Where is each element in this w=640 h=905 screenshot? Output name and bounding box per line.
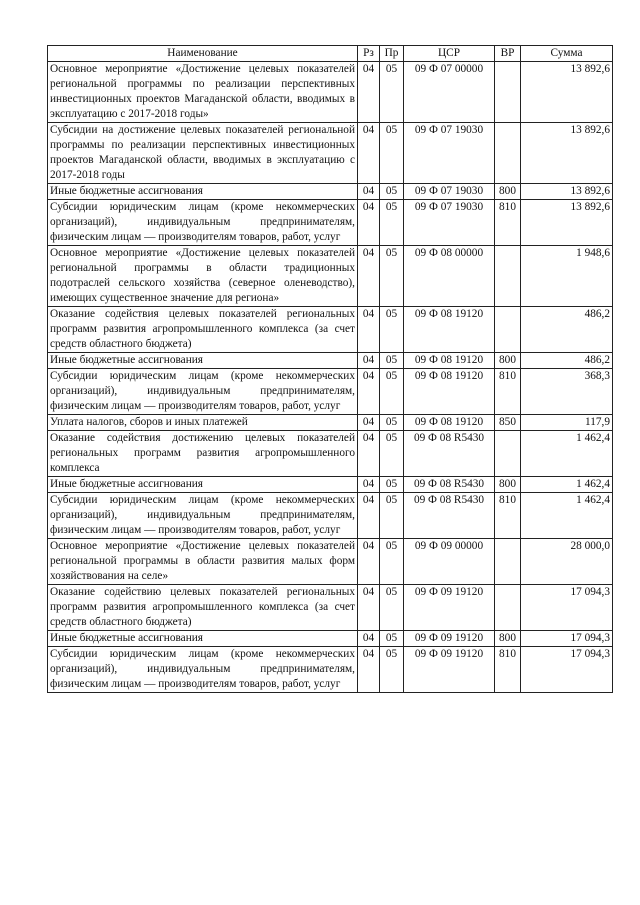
cell-vr (495, 307, 521, 353)
header-name: Наименование (48, 46, 358, 62)
cell-vr: 800 (495, 477, 521, 493)
table-row (48, 62, 613, 123)
table-row (48, 123, 613, 184)
cell-pr: 05 (380, 415, 404, 431)
header-rz: Рз (358, 46, 380, 62)
cell-rz: 04 (358, 62, 380, 123)
cell-sum: 1 948,6 (521, 246, 613, 307)
cell-vr (495, 62, 521, 123)
cell-sum: 13 892,6 (521, 200, 613, 246)
cell-sum: 117,9 (521, 415, 613, 431)
cell-sum: 17 094,3 (521, 631, 613, 647)
cell-rz: 04 (358, 431, 380, 477)
cell-sum: 486,2 (521, 307, 613, 353)
table-row (48, 184, 613, 200)
cell-name: Оказание содействию целевых показателей региональных программ развития агропромышленного комплекса (за счет средств областного бюджета) (48, 585, 358, 631)
header-vr: ВР (495, 46, 521, 62)
cell-vr (495, 246, 521, 307)
table-row (48, 353, 613, 369)
cell-vr (495, 123, 521, 184)
cell-rz: 04 (358, 353, 380, 369)
header-pr: Пр (380, 46, 404, 62)
cell-rz: 04 (358, 539, 380, 585)
cell-csr: 09 Ф 08 R5430 (404, 477, 495, 493)
cell-pr: 05 (380, 493, 404, 539)
cell-rz: 04 (358, 246, 380, 307)
table-row (48, 431, 613, 477)
cell-rz: 04 (358, 200, 380, 246)
cell-csr: 09 Ф 08 19120 (404, 369, 495, 415)
table-row (48, 647, 613, 693)
cell-pr: 05 (380, 539, 404, 585)
cell-csr: 09 Ф 08 19120 (404, 307, 495, 353)
cell-name: Иные бюджетные ассигнования (48, 631, 358, 647)
cell-vr: 800 (495, 631, 521, 647)
cell-vr: 800 (495, 353, 521, 369)
cell-csr: 09 Ф 08 19120 (404, 415, 495, 431)
cell-pr: 05 (380, 246, 404, 307)
cell-vr: 810 (495, 200, 521, 246)
cell-rz: 04 (358, 585, 380, 631)
cell-rz: 04 (358, 631, 380, 647)
cell-csr: 09 Ф 08 00000 (404, 246, 495, 307)
table-row (48, 369, 613, 415)
cell-csr: 09 Ф 08 R5430 (404, 431, 495, 477)
cell-csr: 09 Ф 08 19120 (404, 353, 495, 369)
header-csr: ЦСР (404, 46, 495, 62)
cell-pr: 05 (380, 585, 404, 631)
cell-sum: 13 892,6 (521, 123, 613, 184)
cell-name: Субсидии юридическим лицам (кроме некоммерческих организаций), индивидуальным предпринимателям, физическим лицам — производителям товаров, работ, услуг (48, 493, 358, 539)
cell-sum: 13 892,6 (521, 62, 613, 123)
cell-sum: 28 000,0 (521, 539, 613, 585)
cell-sum: 1 462,4 (521, 493, 613, 539)
cell-vr: 850 (495, 415, 521, 431)
cell-sum: 1 462,4 (521, 431, 613, 477)
cell-sum: 17 094,3 (521, 647, 613, 693)
cell-pr: 05 (380, 353, 404, 369)
cell-name: Оказание содействия достижению целевых показателей региональных программ развития агропромышленного комплекса (48, 431, 358, 477)
cell-vr: 810 (495, 369, 521, 415)
cell-rz: 04 (358, 477, 380, 493)
cell-sum: 368,3 (521, 369, 613, 415)
budget-table (47, 45, 613, 693)
table-row (48, 415, 613, 431)
cell-pr: 05 (380, 200, 404, 246)
cell-name: Субсидии юридическим лицам (кроме некоммерческих организаций), индивидуальным предпринимателям, физическим лицам — производителям товаров, работ, услуг (48, 369, 358, 415)
cell-vr: 810 (495, 647, 521, 693)
cell-rz: 04 (358, 493, 380, 539)
cell-csr: 09 Ф 09 00000 (404, 539, 495, 585)
cell-name: Субсидии на достижение целевых показателей региональной программы по реализации перспективных инвестиционных проектов Магаданской области, вводимых в эксплуатацию с 2017-2018 годы (48, 123, 358, 184)
cell-pr: 05 (380, 631, 404, 647)
table-row (48, 246, 613, 307)
cell-rz: 04 (358, 369, 380, 415)
table-row (48, 477, 613, 493)
cell-name: Субсидии юридическим лицам (кроме некоммерческих организаций), индивидуальным предпринимателям, физическим лицам — производителям товаров, работ, услуг (48, 647, 358, 693)
cell-pr: 05 (380, 647, 404, 693)
cell-name: Иные бюджетные ассигнования (48, 477, 358, 493)
cell-rz: 04 (358, 307, 380, 353)
cell-name: Оказание содействия целевых показателей региональных программ развития агропромышленного комплекса (за счет средств областного бюджета) (48, 307, 358, 353)
table-row (48, 585, 613, 631)
cell-sum: 1 462,4 (521, 477, 613, 493)
cell-csr: 09 Ф 07 00000 (404, 62, 495, 123)
cell-sum: 486,2 (521, 353, 613, 369)
cell-vr: 800 (495, 184, 521, 200)
table-row (48, 307, 613, 353)
cell-name: Уплата налогов, сборов и иных платежей (48, 415, 358, 431)
table-header-row (48, 46, 613, 62)
cell-name: Основное мероприятие «Достижение целевых показателей региональной программы в области развития малых форм хозяйствования на селе» (48, 539, 358, 585)
table-row (48, 493, 613, 539)
cell-csr: 09 Ф 07 19030 (404, 123, 495, 184)
cell-rz: 04 (358, 647, 380, 693)
cell-name: Основное мероприятие «Достижение целевых показателей региональной программы по реализации перспективных инвестиционных проектов Магаданской области, вводимых в эксплуатацию с 2017-2018 годы» (48, 62, 358, 123)
cell-pr: 05 (380, 431, 404, 477)
cell-pr: 05 (380, 123, 404, 184)
cell-rz: 04 (358, 184, 380, 200)
header-sum: Сумма (521, 46, 613, 62)
cell-name: Основное мероприятие «Достижение целевых показателей региональной программы в области традиционных подотраслей сельского хозяйства (северное оленеводство), имеющих существенное значение для региона» (48, 246, 358, 307)
cell-csr: 09 Ф 07 19030 (404, 184, 495, 200)
table-row (48, 539, 613, 585)
cell-csr: 09 Ф 07 19030 (404, 200, 495, 246)
cell-name: Субсидии юридическим лицам (кроме некоммерческих организаций), индивидуальным предпринимателям, физическим лицам — производителям товаров, работ, услуг (48, 200, 358, 246)
cell-csr: 09 Ф 09 19120 (404, 585, 495, 631)
cell-sum: 17 094,3 (521, 585, 613, 631)
cell-name: Иные бюджетные ассигнования (48, 184, 358, 200)
cell-vr (495, 431, 521, 477)
cell-rz: 04 (358, 415, 380, 431)
cell-pr: 05 (380, 62, 404, 123)
cell-sum: 13 892,6 (521, 184, 613, 200)
cell-name: Иные бюджетные ассигнования (48, 353, 358, 369)
cell-csr: 09 Ф 09 19120 (404, 631, 495, 647)
cell-pr: 05 (380, 369, 404, 415)
cell-vr (495, 585, 521, 631)
table-row (48, 200, 613, 246)
table-row (48, 631, 613, 647)
cell-vr (495, 539, 521, 585)
cell-pr: 05 (380, 184, 404, 200)
cell-rz: 04 (358, 123, 380, 184)
cell-pr: 05 (380, 307, 404, 353)
cell-csr: 09 Ф 08 R5430 (404, 493, 495, 539)
cell-csr: 09 Ф 09 19120 (404, 647, 495, 693)
cell-vr: 810 (495, 493, 521, 539)
cell-pr: 05 (380, 477, 404, 493)
